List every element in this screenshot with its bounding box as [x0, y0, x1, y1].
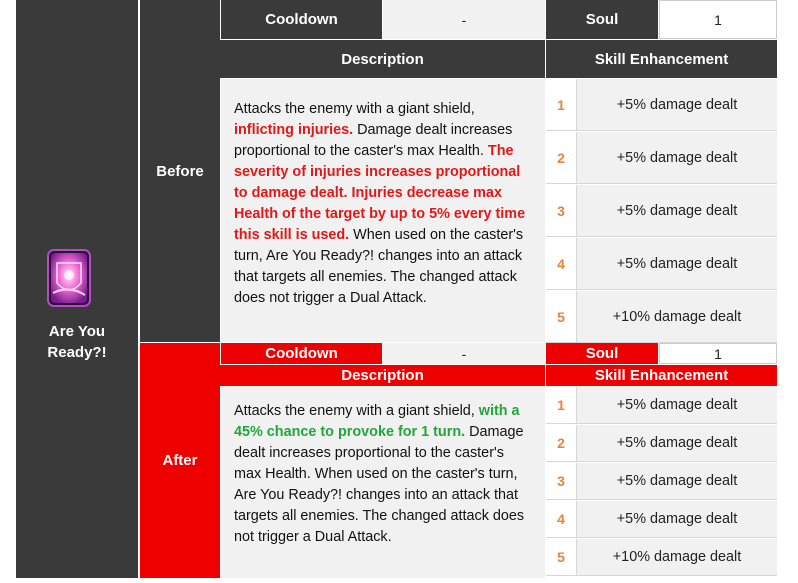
enhancement-effect: +5% damage dealt — [577, 132, 777, 183]
description-segment: Attacks the enemy with a giant shield, — [234, 101, 475, 117]
after-cooldown-value: - — [383, 343, 545, 364]
enhancement-level: 3 — [546, 185, 577, 236]
before-label: Before — [140, 0, 220, 342]
skill-icon — [47, 249, 91, 307]
enhancement-row — [546, 238, 777, 290]
highlighted-text: inflicting injuries. — [234, 122, 354, 138]
before-description-text — [220, 79, 545, 342]
skill-name: Are You Ready?! — [47, 323, 107, 361]
enhancement-row — [546, 539, 777, 576]
enhancement-level: 4 — [546, 238, 577, 289]
enhancement-level: 3 — [546, 463, 577, 499]
before-soul-label: Soul — [546, 0, 658, 39]
enhancement-level: 1 — [546, 79, 577, 130]
after-enhancement-list — [546, 387, 777, 578]
after-soul-value: 1 — [659, 343, 777, 364]
enhancement-effect: +5% damage dealt — [577, 425, 777, 461]
enhancement-effect: +10% damage dealt — [577, 291, 777, 342]
after-label: After — [140, 343, 220, 578]
enhancement-row — [546, 425, 777, 462]
enhancement-level: 2 — [546, 132, 577, 183]
before-cooldown-value: - — [383, 0, 545, 39]
before-cooldown-label: Cooldown — [220, 0, 382, 39]
description-segment: Attacks the enemy with a giant shield, — [234, 403, 479, 419]
enhancement-effect: +5% damage dealt — [577, 185, 777, 236]
enhancement-row — [546, 463, 777, 500]
after-enhancement-header: Skill Enhancement — [546, 365, 777, 386]
enhancement-row — [546, 387, 777, 424]
before-description-header: Description — [220, 40, 545, 78]
after-description-text — [220, 387, 545, 578]
enhancement-effect: +5% damage dealt — [577, 79, 777, 130]
highlighted-text: The severity of injuries increases proportional to damage dealt. Injuries decrease max Health of the target by up to 5% every time this skill is used. — [234, 143, 526, 243]
enhancement-row — [546, 79, 777, 131]
description-segment: When used on the caster's turn, Are You Ready?! changes into an attack that targets all enemies. The changed attack does not trigger a Dual Attack. — [234, 227, 524, 306]
skill-comparison-table — [16, 0, 778, 578]
after-cooldown-label: Cooldown — [220, 343, 382, 364]
enhancement-effect: +10% damage dealt — [577, 539, 777, 575]
before-enhancement-header: Skill Enhancement — [546, 40, 777, 78]
enhancement-level: 2 — [546, 425, 577, 461]
description-segment: Damage dealt increases proportional to the caster's max Health. — [234, 122, 513, 159]
enhancement-row — [546, 291, 777, 343]
highlighted-text: with a 45% chance to provoke for 1 turn. — [234, 403, 520, 440]
enhancement-effect: +5% damage dealt — [577, 463, 777, 499]
enhancement-level: 5 — [546, 291, 577, 342]
enhancement-effect: +5% damage dealt — [577, 238, 777, 289]
before-soul-value: 1 — [659, 0, 777, 39]
enhancement-effect: +5% damage dealt — [577, 387, 777, 423]
after-soul-label: Soul — [546, 343, 658, 364]
enhancement-row — [546, 185, 777, 237]
enhancement-level: 5 — [546, 539, 577, 575]
enhancement-row — [546, 132, 777, 184]
enhancement-level: 4 — [546, 501, 577, 537]
enhancement-row — [546, 501, 777, 538]
enhancement-level: 1 — [546, 387, 577, 423]
before-enhancement-list — [546, 79, 777, 342]
description-segment: Damage dealt increases proportional to the caster's max Health. When used on the caster's turn, Are You Ready?! changes into an attack that targets all enemies. The changed attack does not trigger a Dual Attack. — [234, 424, 525, 545]
after-description-header: Description — [220, 365, 545, 386]
enhancement-effect: +5% damage dealt — [577, 501, 777, 537]
